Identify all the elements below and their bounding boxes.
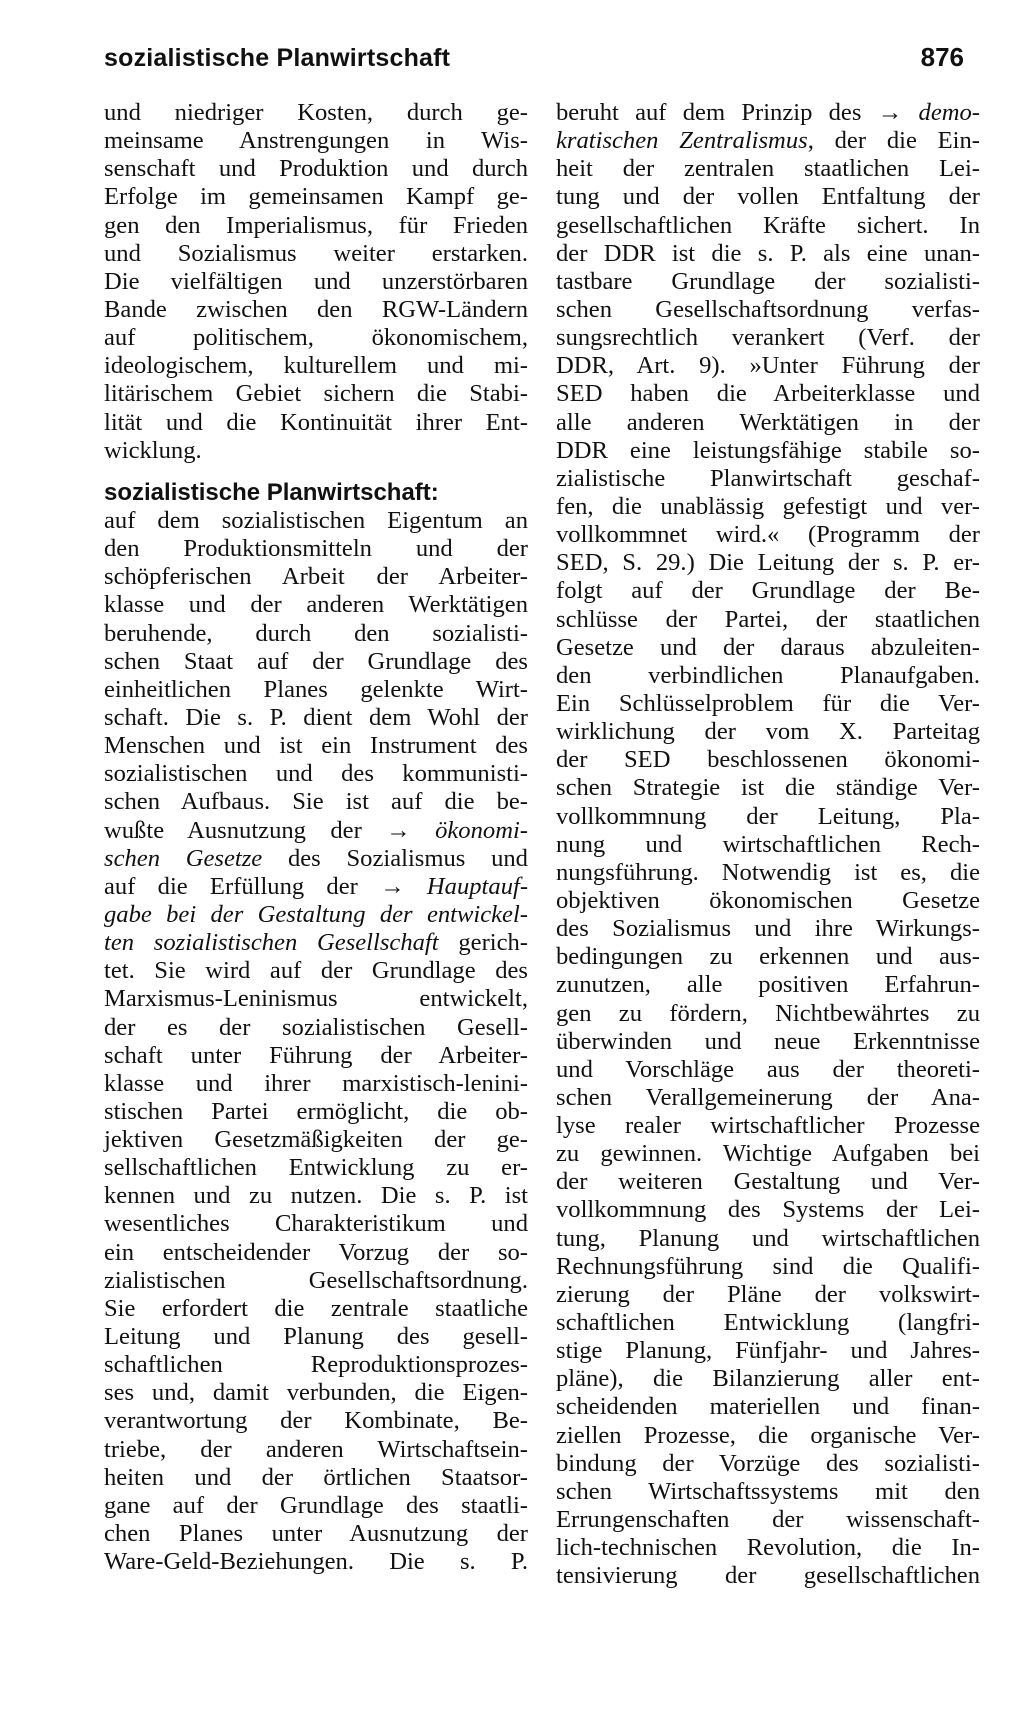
text-line xyxy=(104,957,528,985)
line-text: Marxismus-Leninismus entwickelt, xyxy=(104,985,528,1013)
text-line xyxy=(556,465,980,493)
paragraph-gap xyxy=(104,465,528,479)
text-line xyxy=(556,774,980,802)
line-text: auf politischem, ökonomischem, xyxy=(104,324,528,352)
text-line xyxy=(556,1309,980,1337)
text-line xyxy=(104,732,528,760)
text-line xyxy=(104,1520,528,1548)
line-text: Rechnungsführung sind die Qualifi- xyxy=(556,1252,980,1280)
page-number: 876 xyxy=(920,42,964,72)
line-text: und Sozialismus weiter erstarken. xyxy=(104,239,528,267)
text-line xyxy=(104,437,528,465)
text-line xyxy=(104,507,528,535)
line-text: gane auf der Grundlage des staatli- xyxy=(104,1491,528,1519)
line-text: nung und wirtschaftlichen Rech- xyxy=(556,830,980,858)
line-text: schaft. Die s. P. dient dem Wohl der xyxy=(104,703,528,731)
text-line xyxy=(556,1168,980,1196)
text-line xyxy=(104,409,528,437)
text-line xyxy=(104,268,528,296)
line-text: schlüsse der Partei, der staatlichen xyxy=(556,605,980,633)
line-text: SED haben die Arbeiterklasse und xyxy=(556,380,980,408)
text-line xyxy=(556,1450,980,1478)
line-text: pläne), die Bilanzierung aller ent- xyxy=(556,1365,980,1393)
line-text: litärischem Gebiet sichern die Stabi- xyxy=(104,380,528,408)
text-line xyxy=(556,155,980,183)
line-text: Ware-Geld-Beziehungen. Die s. P. xyxy=(104,1548,528,1576)
text-line xyxy=(104,99,528,127)
line-text: auf die Erfüllung der xyxy=(104,872,381,900)
text-line xyxy=(104,1098,528,1126)
line-text: der SED beschlossenen ökonomi- xyxy=(556,746,980,774)
line-text: den verbindlichen Planaufgaben. xyxy=(556,661,980,689)
line-text: ses und, damit verbunden, die Eigen- xyxy=(104,1379,528,1407)
line-text: wesentliches Charakteristikum und xyxy=(104,1210,528,1238)
line-text: schaftlichen Reproduktionsprozes- xyxy=(104,1351,528,1379)
text-line xyxy=(556,324,980,352)
line-text: wirklichung der vom X. Parteitag xyxy=(556,718,980,746)
text-line xyxy=(104,535,528,563)
text-line xyxy=(556,1112,980,1140)
text-line xyxy=(556,1140,980,1168)
text-line xyxy=(556,240,980,268)
text-line xyxy=(104,1548,528,1576)
text-line xyxy=(104,817,528,845)
cross-reference-term: demo- xyxy=(902,99,980,126)
line-text: wicklung. xyxy=(104,436,202,464)
line-text: , der die Ein- xyxy=(807,127,980,155)
text-line xyxy=(556,493,980,521)
text-line xyxy=(104,1070,528,1098)
text-line xyxy=(556,577,980,605)
text-line xyxy=(104,1351,528,1379)
line-text: und Vorschläge aus der theoreti- xyxy=(556,1055,980,1083)
line-text: scheidenden materiellen und finan- xyxy=(556,1393,980,1421)
text-line xyxy=(104,127,528,155)
text-line xyxy=(556,1506,980,1534)
text-line xyxy=(556,380,980,408)
text-line xyxy=(104,1210,528,1238)
text-line xyxy=(104,380,528,408)
text-line xyxy=(104,240,528,268)
text-line xyxy=(556,887,980,915)
line-text: tastbare Grundlage der sozialisti- xyxy=(556,267,980,295)
line-text: vollkommnung des Systems der Lei- xyxy=(556,1196,980,1224)
text-line xyxy=(104,760,528,788)
line-text: und niedriger Kosten, durch ge- xyxy=(104,99,528,126)
line-text: zialistische Planwirtschaft geschaf- xyxy=(556,464,980,492)
line-text: schaftlichen Entwicklung (langfri- xyxy=(556,1309,980,1337)
line-text: Sie erfordert die zentrale staatliche xyxy=(104,1294,528,1322)
line-text: Erfolge im gemeinsamen Kampf ge- xyxy=(104,183,528,211)
cross-reference-term: ten sozialistischen Gesellschaft xyxy=(104,929,439,957)
text-line xyxy=(104,352,528,380)
text-line xyxy=(556,859,980,887)
text-line xyxy=(556,1281,980,1309)
text-line xyxy=(556,409,980,437)
text-line xyxy=(104,563,528,591)
line-text: gen zu fördern, Nichtbewährtes zu xyxy=(556,999,980,1027)
line-text: bedingungen zu erkennen und aus- xyxy=(556,943,980,971)
line-text: lyse realer wirtschaftlicher Prozesse xyxy=(556,1112,980,1140)
line-text: vollkommnet wird.« (Programm der xyxy=(556,521,980,549)
line-text: schen Strategie ist die ständige Ver- xyxy=(556,774,980,802)
text-line xyxy=(104,929,528,957)
text-line xyxy=(104,788,528,816)
line-text: jektiven Gesetzmäßigkeiten der ge- xyxy=(104,1126,528,1154)
text-line xyxy=(104,296,528,324)
text-line xyxy=(104,873,528,901)
text-line xyxy=(556,1084,980,1112)
entry-headword xyxy=(104,479,528,507)
line-text: schaft unter Führung der Arbeiter- xyxy=(104,1041,528,1069)
line-text: des Sozialismus und xyxy=(262,844,528,872)
text-line xyxy=(556,268,980,296)
text-line xyxy=(556,296,980,324)
running-head: sozialistische Planwirtschaft xyxy=(104,44,451,72)
line-text: schen Aufbaus. Sie ist auf die be- xyxy=(104,788,528,816)
text-line xyxy=(104,901,528,929)
text-line xyxy=(104,324,528,352)
text-line xyxy=(556,831,980,859)
line-text: Bande zwischen den RGW-Ländern xyxy=(104,295,528,323)
line-text: senschaft und Produktion und durch xyxy=(104,155,528,183)
text-line xyxy=(556,1225,980,1253)
line-text: schen Verallgemeinerung der Ana- xyxy=(556,1083,980,1111)
text-line xyxy=(556,803,980,831)
line-text: DDR, Art. 9). »Unter Führung der xyxy=(556,352,980,380)
text-line xyxy=(556,99,980,127)
line-text: nungsführung. Notwendig ist es, die xyxy=(556,858,980,886)
line-text: ziellen Prozesse, die organische Ver- xyxy=(556,1421,980,1449)
page-header xyxy=(104,40,964,80)
line-text: einheitlichen Planes gelenkte Wirt- xyxy=(104,675,528,703)
line-text: tet. Sie wird auf der Grundlage des xyxy=(104,957,528,985)
cross-reference-arrow-icon: → xyxy=(380,872,405,900)
text-line xyxy=(556,634,980,662)
cross-reference-term: gabe bei der Gestaltung der entwickel- xyxy=(104,900,528,928)
text-line xyxy=(556,127,980,155)
line-text: ideologischem, kulturellem und mi- xyxy=(104,352,528,380)
left-column xyxy=(104,99,528,1576)
text-line xyxy=(104,1379,528,1407)
text-line xyxy=(104,845,528,873)
text-line xyxy=(556,1365,980,1393)
line-text: auf dem sozialistischen Eigentum an xyxy=(104,506,528,534)
text-line xyxy=(104,648,528,676)
entry-headword-text: sozialistische Planwirtschaft: xyxy=(104,478,439,506)
line-text: heiten und der örtlichen Staatsor- xyxy=(104,1463,528,1491)
line-text: der DDR ist die s. P. als eine unan- xyxy=(556,239,980,267)
cross-reference-arrow-icon: → xyxy=(386,816,411,844)
line-text: sungsrechtlich verankert (Verf. der xyxy=(556,324,980,352)
line-text: Die vielfältigen und unzerstörbaren xyxy=(104,267,528,295)
line-text: lität und die Kontinuität ihrer Ent- xyxy=(104,408,528,436)
text-line xyxy=(104,1042,528,1070)
text-line xyxy=(104,985,528,1013)
line-text: sozialistischen und des kommunisti- xyxy=(104,760,528,788)
line-text: tensivierung der gesellschaftlichen xyxy=(556,1562,980,1590)
line-text: der es der sozialistischen Gesell- xyxy=(104,1013,528,1041)
line-text: Leitung und Planung des gesell- xyxy=(104,1323,528,1351)
text-line xyxy=(104,620,528,648)
line-text: zunutzen, alle positiven Erfahrun- xyxy=(556,971,980,999)
line-text: tung, Planung und wirtschaftlichen xyxy=(556,1224,980,1252)
cross-reference-arrow-icon: → xyxy=(877,99,903,126)
text-line xyxy=(556,1534,980,1562)
text-line xyxy=(104,1436,528,1464)
text-line xyxy=(556,1562,980,1590)
text-line xyxy=(556,521,980,549)
line-text: triebe, der anderen Wirtschaftsein- xyxy=(104,1435,528,1463)
text-line xyxy=(104,183,528,211)
text-line xyxy=(556,1000,980,1028)
text-line xyxy=(104,1464,528,1492)
line-text: vollkommnung der Leitung, Pla- xyxy=(556,802,980,830)
line-text: zu gewinnen. Wichtige Aufgaben bei xyxy=(556,1140,980,1168)
text-line xyxy=(556,1393,980,1421)
text-line xyxy=(104,1154,528,1182)
line-text: Errungenschaften der wissenschaft- xyxy=(556,1506,980,1534)
text-line xyxy=(556,943,980,971)
line-text: kennen und zu nutzen. Die s. P. ist xyxy=(104,1182,528,1210)
text-line xyxy=(556,1056,980,1084)
line-text: schen Staat auf der Grundlage des xyxy=(104,647,528,675)
line-text: verantwortung der Kombinate, Be- xyxy=(104,1407,528,1435)
cross-reference-term: ökonomi- xyxy=(410,816,528,844)
text-line xyxy=(556,212,980,240)
line-text: schen Wirtschaftssystems mit den xyxy=(556,1477,980,1505)
line-text: klasse und der anderen Werktätigen xyxy=(104,591,528,619)
text-line xyxy=(556,1253,980,1281)
line-text: wußte Ausnutzung der xyxy=(104,816,387,844)
line-text: bindung der Vorzüge des sozialisti- xyxy=(556,1449,980,1477)
line-text: des Sozialismus und ihre Wirkungs- xyxy=(556,915,980,943)
text-line xyxy=(104,704,528,732)
line-text: objektiven ökonomischen Gesetze xyxy=(556,886,980,914)
cross-reference-term: kratischen Zentralismus xyxy=(556,127,808,155)
right-column xyxy=(556,99,980,1590)
line-text: zialistischen Gesellschaftsordnung. xyxy=(104,1266,528,1294)
line-text: gesellschaftlichen Kräfte sichert. In xyxy=(556,211,980,239)
text-line xyxy=(104,155,528,183)
text-line xyxy=(556,718,980,746)
line-text: tung und der vollen Entfaltung der xyxy=(556,183,980,211)
text-line xyxy=(104,591,528,619)
text-line xyxy=(556,971,980,999)
line-text: den Produktionsmitteln und der xyxy=(104,535,528,563)
line-text: meinsame Anstrengungen in Wis- xyxy=(104,127,528,155)
text-line xyxy=(556,606,980,634)
text-line xyxy=(556,1337,980,1365)
line-text: schöpferischen Arbeit der Arbeiter- xyxy=(104,563,528,591)
line-text: sellschaftlichen Entwicklung zu er- xyxy=(104,1154,528,1182)
text-line xyxy=(556,1196,980,1224)
line-text: gerich- xyxy=(438,929,529,957)
cross-reference-term: Hauptauf- xyxy=(404,872,529,900)
line-text: überwinden und neue Erkenntnisse xyxy=(556,1027,980,1055)
text-line xyxy=(104,1014,528,1042)
text-line xyxy=(556,183,980,211)
line-text: schen Gesellschaftsordnung verfas- xyxy=(556,295,980,323)
line-text: gen den Imperialismus, für Frieden xyxy=(104,211,528,239)
text-line xyxy=(556,662,980,690)
text-line xyxy=(556,690,980,718)
text-line xyxy=(104,1267,528,1295)
text-line xyxy=(104,212,528,240)
line-text: stischen Partei ermöglicht, die ob- xyxy=(104,1097,528,1125)
text-line xyxy=(556,1478,980,1506)
line-text: zierung der Pläne der volkswirt- xyxy=(556,1280,980,1308)
text-line xyxy=(556,915,980,943)
text-line xyxy=(104,1295,528,1323)
line-text: SED, S. 29.) Die Leitung der s. P. er- xyxy=(556,549,980,577)
text-line xyxy=(104,1492,528,1520)
line-text: folgt auf der Grundlage der Be- xyxy=(556,577,980,605)
line-text: alle anderen Werktätigen in der xyxy=(556,408,980,436)
line-text: DDR eine leistungsfähige stabile so- xyxy=(556,436,980,464)
line-text: klasse und ihrer marxistisch-lenini- xyxy=(104,1069,528,1097)
text-line xyxy=(104,1407,528,1435)
text-line xyxy=(104,1182,528,1210)
text-line xyxy=(556,1422,980,1450)
text-line xyxy=(556,437,980,465)
line-text: Ein Schlüsselproblem für die Ver- xyxy=(556,689,980,717)
text-line xyxy=(104,1323,528,1351)
text-line xyxy=(556,352,980,380)
text-line xyxy=(104,1239,528,1267)
cross-reference-term: schen Gesetze xyxy=(104,844,263,872)
line-text: beruht auf dem Prinzip des xyxy=(556,99,878,126)
text-line xyxy=(556,1028,980,1056)
line-text: heit der zentralen staatlichen Lei- xyxy=(556,155,980,183)
line-text: fen, die unablässig gefestigt und ver- xyxy=(556,492,980,520)
line-text: ein entscheidender Vorzug der so- xyxy=(104,1238,528,1266)
line-text: Gesetze und der daraus abzuleiten- xyxy=(556,633,980,661)
line-text: der weiteren Gestaltung und Ver- xyxy=(556,1168,980,1196)
text-line xyxy=(104,676,528,704)
line-text: beruhende, durch den sozialisti- xyxy=(104,619,528,647)
line-text: stige Planung, Fünfjahr- und Jahres- xyxy=(556,1337,980,1365)
text-line xyxy=(556,746,980,774)
line-text: chen Planes unter Ausnutzung der xyxy=(104,1520,528,1548)
text-line xyxy=(556,549,980,577)
text-line xyxy=(104,1126,528,1154)
line-text: Menschen und ist ein Instrument des xyxy=(104,732,528,760)
line-text: lich-technischen Revolution, die In- xyxy=(556,1534,980,1562)
